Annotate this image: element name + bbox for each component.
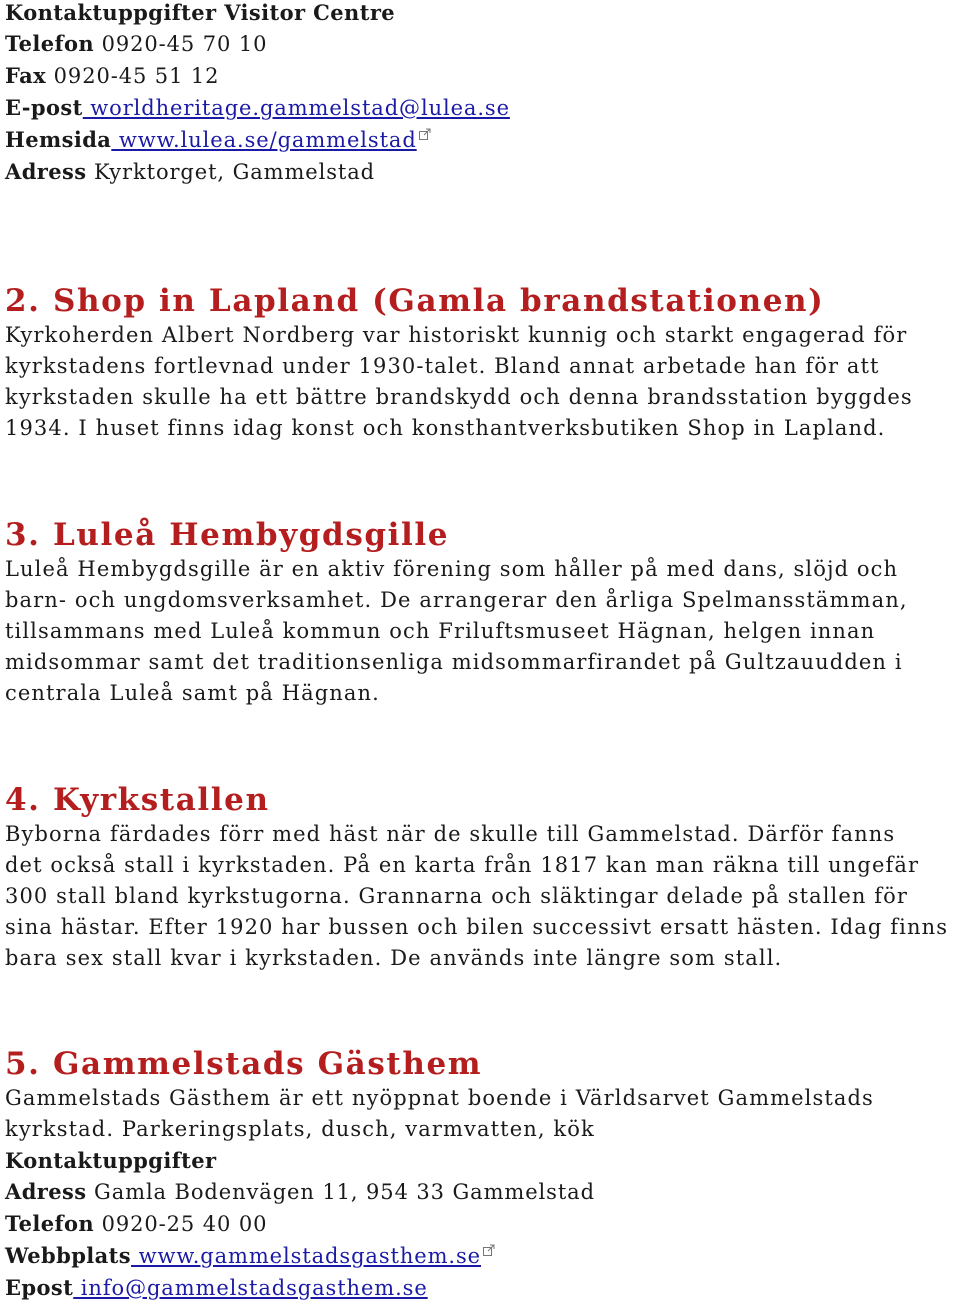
section-title: 4. Kyrkstallen <box>5 782 270 818</box>
visitor-contact-block <box>5 0 510 188</box>
phone-label: Telefon <box>5 1211 95 1236</box>
body-line: Byborna färdades förr med häst när de skulle till Gammelstad. Därför fanns <box>5 822 896 846</box>
body-line: Luleå Hembygdsgille är en aktiv förening som håller på med dans, slöjd och <box>5 557 899 581</box>
phone-label: Telefon <box>5 31 95 56</box>
fax-value: 0920-45 51 12 <box>53 64 220 88</box>
external-link-icon[interactable] <box>419 128 431 140</box>
email-label: Epost <box>5 1275 74 1300</box>
body-line: midsommar samt det traditionsenliga midsommarfirandet på Gultzauudden i <box>5 650 903 674</box>
section-body <box>5 554 908 709</box>
address-value: Kyrktorget, Gammelstad <box>94 160 376 184</box>
body-line: sina hästar. Efter 1920 har bussen och bilen successivt ersatt hästen. Idag finns <box>5 915 949 939</box>
body-line: 300 stall bland kyrkstugorna. Grannarna och släktingar delade på stallen för <box>5 884 909 908</box>
section-hembygdsgille <box>5 516 908 709</box>
section-title: 2. Shop in Lapland (Gamla brandstationen) <box>5 283 825 319</box>
body-line: tillsammans med Luleå kommun och Friluftsmuseet Hägnan, helgen innan <box>5 619 876 643</box>
address-row <box>5 156 510 188</box>
email-link[interactable]: info@gammelstadsgasthem.se <box>73 1276 428 1300</box>
section-shop-in-lapland <box>5 282 913 444</box>
email-row <box>5 92 510 124</box>
email-label: E-post <box>5 95 83 120</box>
body-line: centrala Luleå samt på Hägnan. <box>5 681 380 705</box>
body-line: 1934. I huset finns idag konst och konsthantverksbutiken Shop in Lapland. <box>5 416 886 440</box>
email-link[interactable]: worldheritage.gammelstad@lulea.se <box>82 96 510 120</box>
external-link-icon[interactable] <box>483 1244 495 1256</box>
section-body <box>5 1083 874 1145</box>
phone-row <box>5 1208 874 1240</box>
section-gasthem <box>5 1045 874 1304</box>
phone-value: 0920-25 40 00 <box>101 1212 268 1236</box>
section-title: 3. Luleå Hembygdsgille <box>5 517 450 553</box>
body-line: det också stall i kyrkstaden. På en karta från 1817 kan man räkna till ungefär <box>5 853 920 877</box>
website-label: Webbplats <box>5 1243 131 1268</box>
address-label: Adress <box>5 159 87 184</box>
homepage-row <box>5 124 510 156</box>
fax-label: Fax <box>5 63 47 88</box>
homepage-link[interactable]: www.lulea.se/gammelstad <box>111 128 417 152</box>
section-title: 5. Gammelstads Gästhem <box>5 1046 483 1082</box>
section-body <box>5 320 913 444</box>
contact-heading: Kontaktuppgifter <box>5 1148 217 1173</box>
body-line: kyrkstad. Parkeringsplats, dusch, varmvatten, kök <box>5 1117 595 1141</box>
section-kyrkstallen <box>5 781 948 974</box>
website-row <box>5 1240 874 1272</box>
section-body <box>5 819 948 974</box>
address-label: Adress <box>5 1179 87 1204</box>
body-line: barn- och ungdomsverksamhet. De arrangerar den årliga Spelmansstämman, <box>5 588 908 612</box>
body-line: kyrkstaden skulle ha ett bättre brandskydd och denna brandsstation byggdes <box>5 385 913 409</box>
address-row <box>5 1176 874 1208</box>
fax-row <box>5 60 510 92</box>
website-link[interactable]: www.gammelstadsgasthem.se <box>131 1244 481 1268</box>
phone-value: 0920-45 70 10 <box>101 32 268 56</box>
body-line: Gammelstads Gästhem är ett nyöppnat boende i Världsarvet Gammelstads <box>5 1086 874 1110</box>
homepage-label: Hemsida <box>5 127 112 152</box>
body-line: bara sex stall kvar i kyrkstaden. De används inte längre som stall. <box>5 946 783 970</box>
phone-row <box>5 28 510 60</box>
email-row <box>5 1272 874 1304</box>
body-line: kyrkstadens fortlevnad under 1930-talet. Bland annat arbetade han för att <box>5 354 880 378</box>
body-line: Kyrkoherden Albert Nordberg var historiskt kunnig och starkt engagerad för <box>5 323 908 347</box>
address-value: Gamla Bodenvägen 11, 954 33 Gammelstad <box>94 1180 595 1204</box>
contact-heading: Kontaktuppgifter Visitor Centre <box>5 0 396 25</box>
